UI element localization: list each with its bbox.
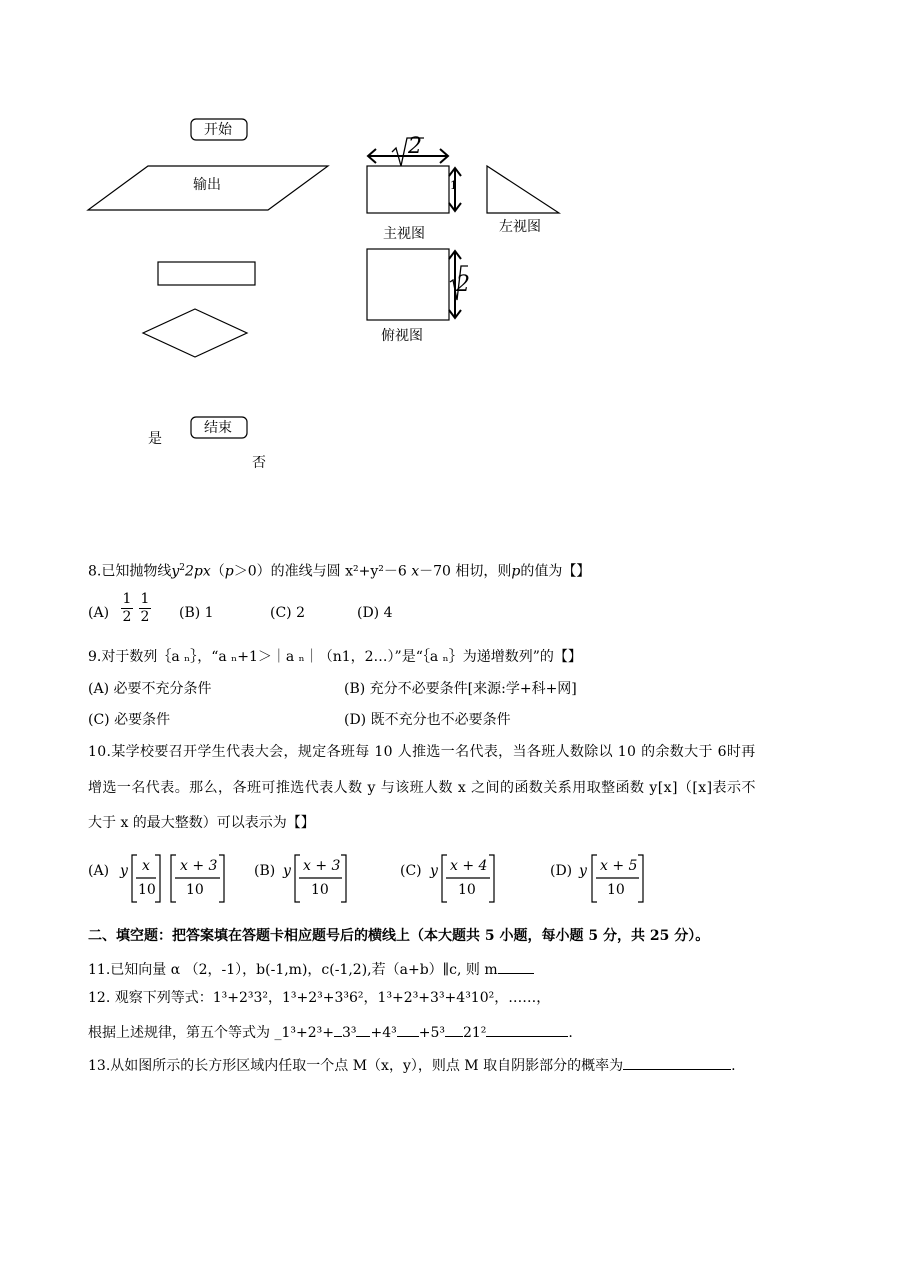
question-12-line-1: 12. 观察下列等式：1³+2³3²，1³+2³+3³6²，1³+2³+3³+4³10²，……， [88,990,551,1006]
q8-option-b: (B) 1 [179,605,214,621]
q9-option-b: (B) 充分不必要条件[来源:学+科+网] [344,681,577,697]
top-view-label: 俯视图 [381,328,423,344]
q10-c-num: x + 4 [450,858,488,874]
q12-answer-blank[interactable] [486,1022,568,1037]
flowchart-no-label: 否 [252,455,266,471]
side-view-label: 左视图 [499,219,541,235]
question-13: 13.从如图所示的长方形区域内任取一个点 M（x，y），则点 M 取自阴影部分的概率为 . [88,1055,736,1074]
question-9: 9.对于数列｛a ₙ｝，“a ₙ+1＞｜a ₙ｜（n1，2…）”是“｛a ₙ｝为递增数列”的【】 [88,649,582,665]
q10-option-c-y: y [430,863,438,879]
q8-option-a-fraction-1: 1 2 [122,591,132,625]
q9-option-d: (D) 既不充分也不必要条件 [344,712,511,728]
flowchart-end-label: 结束 [204,420,232,436]
q9-option-a: (A) 必要不充分条件 [88,681,212,697]
q11-answer-blank[interactable] [498,959,534,974]
decision-diamond [143,309,247,357]
front-view-label: 主视图 [383,226,425,242]
question-12-line-2: 根据上述规律，第五个等式为 _1³+2³+ 3³ +4³ +5³ 21² . [88,1022,573,1041]
side-view-triangle [487,166,559,213]
q10-option-b-y: y [283,863,291,879]
question-11: 11.已知向量 α （2，-1），b(-1,m)，c(-1,2),若（a+b）∥c, 则 m [88,959,534,978]
q10-a-frac1-num: x [142,858,150,874]
q8-option-d: (D) 4 [357,605,393,621]
q10-option-b-label: (B) [254,863,276,879]
q9-option-c: (C) 必要条件 [88,712,171,728]
flowchart-start-label: 开始 [204,122,232,138]
section-2-heading: 二、填空题：把答案填在答题卡相应题号后的横线上（本大题共 5 小题，每小题 5 分，共 25 分）。 [88,928,710,944]
q10-d-den: 10 [607,882,625,898]
q10-option-a-label: (A) [88,863,110,879]
top-view-rect [367,249,449,320]
question-8: 8.已知抛物线$y^22px(p>0)$的准线与圆 x²+y²－6 x－70 相切，则p的值为【】 [88,563,591,580]
q8-option-c: (C) 2 [270,605,305,621]
q10-b-num: x + 3 [303,858,341,874]
q10-c-den: 10 [458,882,476,898]
question-10-line-3: 大于 x 的最大整数）可以表示为【】 [88,815,315,831]
flowchart-yes-label: 是 [148,431,162,447]
q10-option-c-label: (C) [400,863,422,879]
q8-option-a-label: (A) [88,605,110,621]
question-10-line-2: 增选一名代表。那么，各班可推选代表人数 y 与该班人数 x 之间的函数关系用取整函数 y[x]（[x]表示不 [88,780,756,796]
question-10-line-1: 10.某学校要召开学生代表大会，规定各班每 10 人推选一名代表，当各班人数除以 10 的余数大于 6时再 [88,744,756,760]
q10-a-frac2-den: 10 [186,882,204,898]
front-view-rect [367,166,449,213]
q10-a-frac2-num: x + 3 [180,858,218,874]
q13-answer-blank[interactable] [623,1055,731,1070]
flowchart-shapes [0,0,909,520]
height-value: 1 [450,179,457,192]
q10-b-den: 10 [311,882,329,898]
process-box [158,262,255,285]
q8-option-a-fraction-2: 1 2 [140,591,150,625]
flowchart-output-label: 输出 [193,177,221,193]
q10-option-a-y: y [120,863,128,879]
q10-option-d-y: y [579,863,587,879]
width-value: 2 [408,134,422,159]
depth-value: 2 [456,272,470,297]
q10-d-num: x + 5 [600,858,638,874]
q10-a-frac1-den: 10 [138,882,156,898]
q10-option-d-label: (D) [550,863,573,879]
